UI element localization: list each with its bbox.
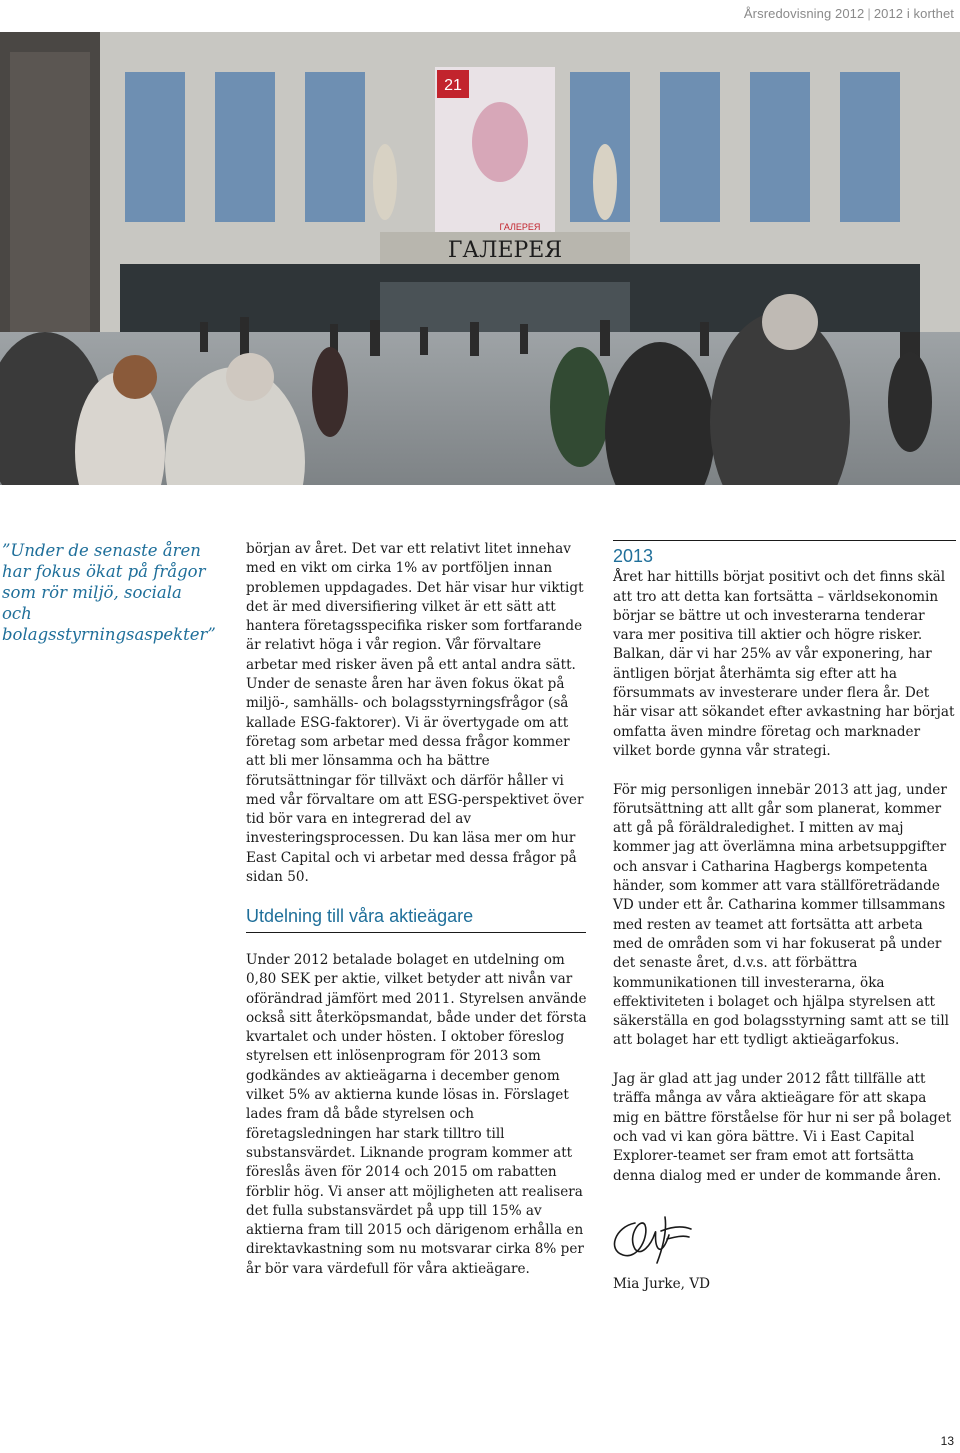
header-separator: |: [867, 6, 871, 21]
dividend-heading-rule: [246, 907, 586, 933]
outlook-paragraph-1: Året har hittills börjat positivt och det finns skäl att tro att detta kan fortsätta – världsekonomin börjar se bättre ut och investerarna tenderar vara mer positiva till aktier och högre risker. Balkan, där vi har 25% av vår exponering, har äntligen börjat återhämta sig efter att ha försummats av investerare under flera år. Det här visar att sökandet efter avkastning har börjat omfatta även mindre företag och marknader vilket borde gynna vår strategi.: [613, 569, 955, 759]
intro-paragraph: början av året. Det var ett relativt litet innehav med en vikt om cirka 1% av portföljen innan problemen uppdagades. Det här visar hur viktigt det är med diversifiering vilket är ett sätt att hantera företagsspecifika risker som fortfarande är relativt höga i vår region. Vår förvaltare arbetar med risker även på ett antal andra sätt. Under de senaste åren har även fokus ökat på miljö-, samhälls- och bolagsstyrningsfrågor (så kallade ESG-faktorer). Vi är övertygade om att företag som arbetar med dessa frågor kommer att bli mer lönsamma och ha bättre förutsättningar för tillväxt och därför håller vi med vår förvaltare om att ESG-perspektivet över tid bör vara en integrerad del av investeringsprocessen. Du kan läsa mer om hur East Capital och vi arbetar med dessa frågor på sidan 50.: [246, 541, 584, 886]
outlook-heading-rule: [613, 540, 956, 566]
pull-quote: ”Under de senaste åren har fokus ökat på frågor som rör miljö, sociala och bolagsstyrningsaspekter”: [2, 541, 216, 644]
photo-illustration: [0, 32, 960, 485]
dividend-paragraph: Under 2012 betalade bolaget en utdelning om 0,80 SEK per aktie, vilket betyder att nivån var oförändrad jämfört med 2011. Styrelsen använde också sitt återköpsmandat, både under det första kvartalet och under hösten. I oktober föreslog styrelsen ett inlösenprogram för 2013 som godkändes av aktieägarna i december genom vilket 5% av aktierna kunde lösas in. Förslaget lades fram då både styrelsen och företagsledningen har stark tilltro till substansvärdet. Liknande program kommer att föreslås även för 2014 och 2015 om rabatten förblir hög. Vi anser att möjligheten att realisera det fulla substansvärdet på upp till 15% av aktierna fram till 2015 och därigenom erhålla en direktavkastning som nu motsvarar cirka 8% per år bör vara värdefull för våra aktieägare.: [246, 951, 587, 1277]
page-number: 13: [940, 1434, 954, 1448]
dividend-heading: Utdelning till våra aktieägare: [246, 905, 474, 926]
outlook-paragraph-3: Jag är glad att jag under 2012 fått tillfälle att träffa många av våra aktieägare för att skapa mig en bättre förståelse för hur ni ser på bolaget och vad vi kan göra bättre. Vi i East Capital Explorer-teamet ser fram emot att fortsätta denna dialog med er under de kommande åren.: [613, 1071, 952, 1184]
banner-logo: ГАЛЕРЕЯ: [499, 222, 541, 232]
section-title: 2012 i korthet: [873, 6, 954, 21]
signature-name: Mia Jurke, VD: [613, 1276, 711, 1293]
banner-date: 21: [444, 77, 462, 94]
handwritten-signature: [605, 1205, 695, 1265]
running-head: [744, 6, 954, 21]
storefront-sign: ГАЛЕРЕЯ: [447, 238, 563, 263]
photo-shopping-gallery: [0, 32, 960, 485]
outlook-heading: 2013: [613, 546, 654, 566]
middle-column: [246, 540, 589, 1298]
report-title: Årsredovisning 2012: [743, 6, 865, 21]
right-column: [613, 540, 956, 1314]
outlook-paragraph-2: För mig personligen innebär 2013 att jag, under förutsättning att allt går som planerat, kommer att gå på föräldraledighet. I mitten av maj kommer jag att överlämna mina arbetsuppgifter och ansvar i Catharina Hagbergs kompetenta händer, som kommer att vara ställföreträdande VD under ett år. Catharina kommer tillsammans med resten av teamet att fortsätta att arbeta med de områden som vi har fokuserat på under det senaste året, d.v.s. att förbättra kommunikationen till investerarna, öka effektiviteten i bolaget och hjälpa styrelsen att säkerställa en god bolagsstyrning samt att se till att bolaget har ett tydligt aktieägarfokus.: [613, 781, 950, 1049]
